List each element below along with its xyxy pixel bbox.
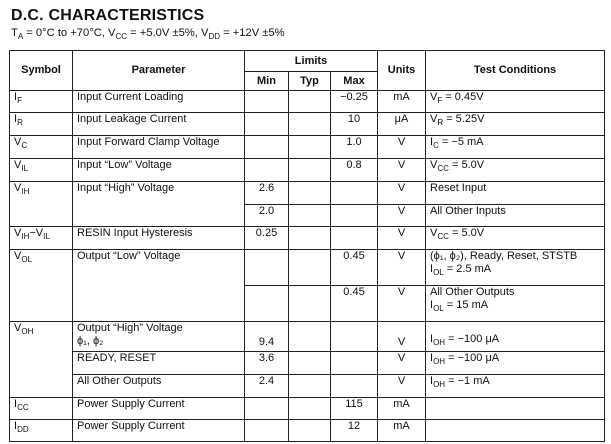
typ-cell bbox=[289, 205, 331, 227]
min-cell bbox=[245, 91, 289, 113]
min-cell: 9.4 bbox=[245, 322, 289, 352]
max-cell: 1.0 bbox=[331, 136, 378, 159]
parameter-cell: READY, RESET bbox=[73, 352, 245, 375]
typ-cell bbox=[289, 322, 331, 352]
symbol-cell: $I_{CC}$ bbox=[10, 398, 73, 420]
table-row bbox=[10, 159, 605, 182]
table-row bbox=[10, 352, 605, 375]
unit-cell: V bbox=[378, 250, 426, 286]
symbol-cell: $V_{IH}-V_{IL}$ bbox=[10, 227, 73, 250]
max-cell: 115 bbox=[331, 398, 378, 420]
min-cell bbox=[245, 420, 289, 442]
min-cell bbox=[245, 286, 289, 322]
typ-header: Typ bbox=[289, 72, 331, 91]
symbol-cell: $V_{IH}$ bbox=[10, 182, 73, 227]
max-cell bbox=[331, 322, 378, 352]
table-row bbox=[10, 322, 605, 352]
dc-characteristics-table bbox=[9, 50, 605, 442]
parameter-cell: Input “Low” Voltage bbox=[73, 159, 245, 182]
parameter-cell: Input Leakage Current bbox=[73, 113, 245, 136]
min-cell bbox=[245, 113, 289, 136]
test-condition-cell bbox=[426, 420, 605, 442]
max-cell: 0.8 bbox=[331, 159, 378, 182]
table-row bbox=[10, 91, 605, 113]
max-cell: 10 bbox=[331, 113, 378, 136]
test-condition-cell bbox=[426, 398, 605, 420]
min-cell: 3.6 bbox=[245, 352, 289, 375]
table-row bbox=[10, 398, 605, 420]
min-cell bbox=[245, 398, 289, 420]
test-condition-cell: $V_R = 5.25V$ bbox=[426, 113, 605, 136]
test-conditions-header: Test Conditions bbox=[426, 51, 605, 91]
test-condition-cell: $I_{OH} = -100$ μA bbox=[426, 352, 605, 375]
min-cell: 2.4 bbox=[245, 375, 289, 398]
parameter-cell: RESIN Input Hysteresis bbox=[73, 227, 245, 250]
unit-cell: mA bbox=[378, 420, 426, 442]
units-header: Units bbox=[378, 51, 426, 91]
typ-cell bbox=[289, 113, 331, 136]
unit-cell: V bbox=[378, 136, 426, 159]
max-header: Max bbox=[331, 72, 378, 91]
symbol-cell: $V_{IL}$ bbox=[10, 159, 73, 182]
test-condition-cell: All Other Outputs $I_{OL} = 15$ mA bbox=[426, 286, 605, 322]
table-row bbox=[10, 113, 605, 136]
page-title: D.C. CHARACTERISTICS bbox=[11, 7, 205, 24]
symbol-cell: $I_R$ bbox=[10, 113, 73, 136]
unit-cell: V bbox=[378, 286, 426, 322]
max-cell bbox=[331, 352, 378, 375]
min-cell: 2.0 bbox=[245, 205, 289, 227]
parameter-cell: Output “High” Voltage ϕ₁, ϕ₂ bbox=[73, 322, 245, 352]
typ-cell bbox=[289, 352, 331, 375]
typ-cell bbox=[289, 375, 331, 398]
test-condition-cell: Reset Input bbox=[426, 182, 605, 205]
header-row bbox=[10, 51, 605, 72]
max-cell bbox=[331, 205, 378, 227]
parameter-cell: Power Supply Current bbox=[73, 420, 245, 442]
symbol-cell: $V_{OL}$ bbox=[10, 250, 73, 322]
max-cell bbox=[331, 182, 378, 205]
symbol-cell: $V_C$ bbox=[10, 136, 73, 159]
min-cell: 0.25 bbox=[245, 227, 289, 250]
table-row bbox=[10, 375, 605, 398]
typ-cell bbox=[289, 286, 331, 322]
test-condition-cell: $V_{CC} = 5.0V$ bbox=[426, 159, 605, 182]
test-condition-cell: All Other Inputs bbox=[426, 205, 605, 227]
max-cell: 0.45 bbox=[331, 250, 378, 286]
max-cell: −0.25 bbox=[331, 91, 378, 113]
typ-cell bbox=[289, 136, 331, 159]
min-cell bbox=[245, 136, 289, 159]
parameter-header: Parameter bbox=[73, 51, 245, 91]
table-row bbox=[10, 136, 605, 159]
unit-cell: V bbox=[378, 375, 426, 398]
test-condition-cell: $I_{OH} = -100$ μA bbox=[426, 322, 605, 352]
table-row bbox=[10, 420, 605, 442]
table-row bbox=[10, 250, 605, 286]
test-condition-cell: $I_C = -5$ mA bbox=[426, 136, 605, 159]
unit-cell: V bbox=[378, 352, 426, 375]
unit-cell: V bbox=[378, 322, 426, 352]
test-condition-cell: $I_{OH} = -1$ mA bbox=[426, 375, 605, 398]
parameter-cell: Power Supply Current bbox=[73, 398, 245, 420]
min-cell: 2.6 bbox=[245, 182, 289, 205]
typ-cell bbox=[289, 182, 331, 205]
table-row bbox=[10, 182, 605, 205]
test-condition-cell: $V_F = 0.45V$ bbox=[426, 91, 605, 113]
parameter-cell: All Other Outputs bbox=[73, 375, 245, 398]
unit-cell: V bbox=[378, 227, 426, 250]
parameter-cell: Input Current Loading bbox=[73, 91, 245, 113]
unit-cell: mA bbox=[378, 91, 426, 113]
test-condition-cell: $V_{CC} = 5.0V$ bbox=[426, 227, 605, 250]
max-cell bbox=[331, 227, 378, 250]
unit-cell: V bbox=[378, 205, 426, 227]
max-cell bbox=[331, 375, 378, 398]
typ-cell bbox=[289, 227, 331, 250]
parameter-cell: Input Forward Clamp Voltage bbox=[73, 136, 245, 159]
min-header: Min bbox=[245, 72, 289, 91]
typ-cell bbox=[289, 420, 331, 442]
unit-cell: V bbox=[378, 182, 426, 205]
operating-conditions: $T_A = 0^\circ C$ to +70°C, $V_{CC} = +5.0V \pm 5\%$, $V_{DD} = +12V \pm 5\%$ bbox=[11, 27, 285, 42]
symbol-header: Symbol bbox=[10, 51, 73, 91]
parameter-cell: Input “High” Voltage bbox=[73, 182, 245, 227]
parameter-cell: Output “Low” Voltage bbox=[73, 250, 245, 322]
min-cell bbox=[245, 250, 289, 286]
typ-cell bbox=[289, 91, 331, 113]
table-row bbox=[10, 227, 605, 250]
unit-cell: μA bbox=[378, 113, 426, 136]
max-cell: 12 bbox=[331, 420, 378, 442]
min-cell bbox=[245, 159, 289, 182]
typ-cell bbox=[289, 250, 331, 286]
unit-cell: mA bbox=[378, 398, 426, 420]
symbol-cell: $V_{OH}$ bbox=[10, 322, 73, 398]
max-cell: 0.45 bbox=[331, 286, 378, 322]
symbol-cell: $I_{DD}$ bbox=[10, 420, 73, 442]
limits-header: Limits bbox=[245, 51, 378, 72]
symbol-cell: $I_F$ bbox=[10, 91, 73, 113]
test-condition-cell: (ϕ₁, ϕ₂), Ready, Reset, STSTB $I_{OL} = 2.5$ mA bbox=[426, 250, 605, 286]
typ-cell bbox=[289, 159, 331, 182]
typ-cell bbox=[289, 398, 331, 420]
unit-cell: V bbox=[378, 159, 426, 182]
